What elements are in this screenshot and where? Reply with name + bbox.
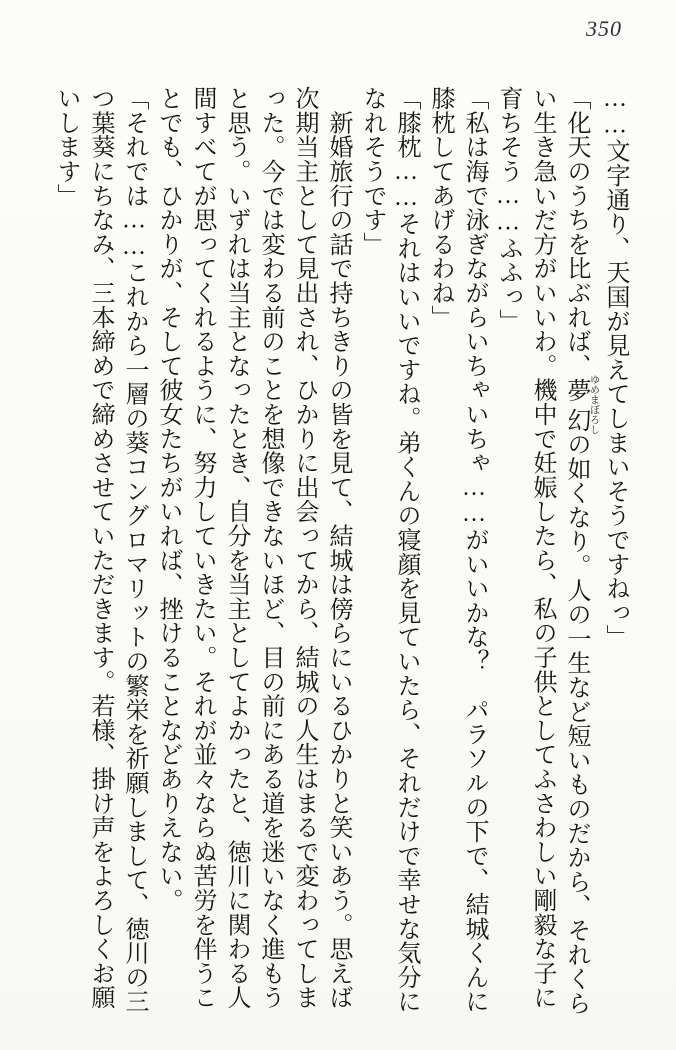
text-column: いします」: [53, 86, 79, 208]
text-column: 次期当主として見出され、ひかりに出会ってから、結城の人生はまるで変わってしま: [291, 86, 317, 1010]
text-column: 「それでは……これから一層の葵コングロマリットの繁栄を祈願しまして、徳川の三: [121, 86, 147, 1014]
text-column: 育ちそう……ふふっ」: [495, 86, 521, 333]
text-column: なれそうです」: [359, 86, 385, 257]
paragraph: [491, 86, 598, 1016]
paragraph: [355, 86, 423, 1016]
text-block: [54, 86, 632, 1016]
text-column: ……文字通り、天国が見えてしまいそうですねっ」: [602, 86, 628, 649]
page-number: 350: [586, 16, 622, 41]
text-column: つ葉葵にちなみ、三本締めで締めさせていただきます。若様、掛け声をよろしくお願: [87, 86, 113, 1010]
text-column: と思う。いずれは当主となったとき、自分を当主としてよかったと、徳川に関わる人: [223, 86, 249, 1010]
text-column: 新婚旅行の話で持ちきりの皆を見て、結城は傍らにいるひかりと笑いあう。思えば: [325, 86, 351, 1010]
text-column: った。今では変わる前のことを想像できないほど、目の前にある道を迷いなく進もう: [257, 86, 283, 1010]
text-column: い生き急いだ方がいいわ。機中で妊娠したら、私の子供としてふさわしい剛毅な子に: [529, 86, 555, 1010]
text-column: 膝枕してあげるわね」: [427, 86, 453, 329]
text-column: 間すべてが思ってくれるように、努力していきたい。それが並々ならぬ苦労を伴うこ: [189, 86, 215, 1010]
text-column: 「私は海で泳ぎながらいちゃいちゃ……がいいかな？ パラソルの下で、結城くんに: [461, 86, 487, 1014]
paragraph: [423, 86, 491, 1016]
ruby-annotation: 夢幻ゆめまぼろし: [563, 374, 599, 435]
text-column: とでも、ひかりが、そして彼女たちがいれば、挫けることなどありえない。: [155, 86, 181, 913]
paragraph: [151, 86, 355, 1016]
text-column: 「膝枕……それはいいですね。弟くんの寝顔を見ていたら、それだけで幸せな気分に: [393, 86, 419, 1014]
paragraph: [49, 86, 151, 1016]
paragraph: [598, 86, 632, 1016]
text-column: 「化天のうちを比ぶれば、夢幻ゆめまぼろしの如くなり。人の一生など短いものだから、それくら: [563, 86, 599, 1016]
